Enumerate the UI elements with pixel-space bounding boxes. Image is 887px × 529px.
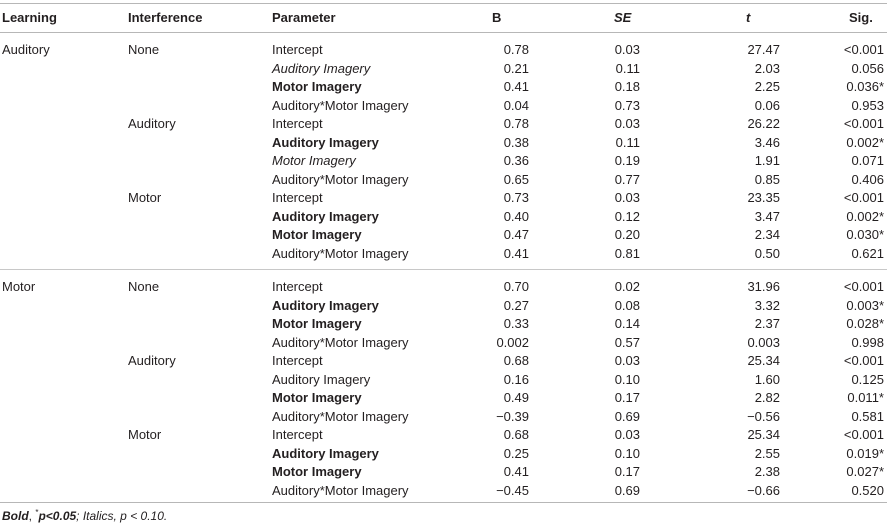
cell-b: 0.04 [503, 97, 529, 113]
cell-sig: 0.071 [851, 153, 884, 168]
cell-t: 27.47 [747, 42, 780, 57]
cell-sig: 0.953 [851, 97, 884, 113]
table-top-rule [0, 3, 887, 4]
header-se: SE [614, 10, 632, 25]
cell-t: 3.32 [754, 297, 780, 313]
cell-t: 23.35 [747, 190, 780, 205]
cell-sig: 0.028* [846, 316, 884, 331]
cell-t: 2.03 [754, 60, 780, 76]
cell-b: 0.68 [503, 353, 529, 368]
cell-se: 0.17 [614, 390, 640, 405]
cell-t: 2.37 [754, 316, 780, 331]
cell-sig: 0.003* [846, 297, 884, 313]
cell-b: 0.41 [503, 245, 529, 261]
cell-se: 0.03 [614, 42, 640, 57]
cell-t: 0.06 [754, 97, 780, 113]
cell-se: 0.18 [614, 79, 640, 94]
cell-parameter: Auditory*Motor Imagery [272, 334, 409, 350]
cell-parameter: Intercept [272, 42, 323, 57]
cell-parameter: Auditory*Motor Imagery [272, 97, 409, 113]
cell-parameter: Auditory*Motor Imagery [272, 482, 409, 498]
header-rule [0, 32, 887, 33]
cell-sig: 0.011* [847, 390, 884, 405]
cell-se: 0.03 [614, 427, 640, 442]
cell-b: 0.65 [503, 171, 529, 187]
cell-se: 0.20 [614, 227, 640, 242]
cell-t: 2.82 [754, 390, 780, 405]
table-footnote: Bold, *p<0.05; Italics, p < 0.10. [2, 508, 168, 523]
cell-interference: None [128, 42, 160, 57]
cell-t: 25.34 [747, 353, 780, 368]
cell-se: 0.17 [614, 464, 640, 479]
cell-interference: Auditory [128, 353, 176, 368]
cell-parameter: Motor Imagery [272, 79, 362, 94]
cell-b: 0.38 [503, 134, 529, 150]
cell-b: −0.45 [496, 482, 529, 498]
cell-b: 0.16 [503, 371, 529, 387]
cell-sig: <0.001 [843, 279, 884, 294]
cell-b: 0.73 [503, 190, 529, 205]
header-parameter: Parameter [272, 10, 336, 25]
header-interference: Interference [128, 10, 203, 25]
cell-se: 0.10 [614, 371, 640, 387]
cell-se: 0.03 [614, 353, 640, 368]
cell-sig: 0.621 [851, 245, 884, 261]
cell-t: 0.003 [747, 334, 780, 350]
cell-t: 2.34 [754, 227, 780, 242]
cell-sig: 0.019* [846, 445, 884, 461]
cell-parameter: Motor Imagery [272, 227, 362, 242]
cell-learning: Motor [2, 279, 36, 294]
cell-sig: 0.125 [851, 371, 884, 387]
cell-interference: None [128, 279, 160, 294]
cell-sig: 0.002* [846, 134, 884, 150]
cell-parameter: Intercept [272, 116, 323, 131]
cell-parameter: Intercept [272, 279, 323, 294]
cell-se: 0.11 [615, 134, 640, 150]
table-bottom-rule [0, 502, 887, 503]
footnote-bold-condition: p<0.05 [38, 509, 77, 523]
cell-se: 0.14 [614, 316, 640, 331]
cell-se: 0.81 [614, 245, 640, 261]
cell-se: 0.12 [614, 208, 640, 224]
cell-sig: 0.406 [851, 171, 884, 187]
cell-parameter: Auditory Imagery [272, 371, 371, 387]
cell-se: 0.69 [614, 408, 640, 424]
cell-t: 1.60 [754, 371, 780, 387]
cell-parameter: Auditory Imagery [272, 134, 379, 150]
cell-parameter: Auditory*Motor Imagery [272, 245, 409, 261]
cell-b: 0.49 [503, 390, 529, 405]
cell-t: 25.34 [747, 427, 780, 442]
cell-b: 0.33 [503, 316, 529, 331]
cell-se: 0.11 [615, 60, 640, 76]
cell-sig: 0.056 [851, 60, 884, 76]
cell-parameter: Auditory Imagery [272, 445, 379, 461]
cell-parameter: Auditory Imagery [272, 297, 379, 313]
footnote-asterisk: * [35, 508, 39, 517]
cell-se: 0.10 [614, 445, 640, 461]
header-learning: Learning [2, 10, 57, 25]
cell-se: 0.73 [614, 97, 640, 113]
cell-sig: <0.001 [843, 353, 884, 368]
cell-parameter: Motor Imagery [272, 153, 356, 168]
cell-parameter: Motor Imagery [272, 464, 362, 479]
cell-parameter: Auditory Imagery [272, 208, 379, 224]
cell-parameter: Auditory*Motor Imagery [272, 408, 409, 424]
cell-sig: <0.001 [843, 427, 884, 442]
cell-b: 0.78 [503, 116, 529, 131]
cell-se: 0.57 [614, 334, 640, 350]
cell-b: 0.40 [503, 208, 529, 224]
cell-interference: Auditory [128, 116, 176, 131]
cell-sig: 0.002* [846, 208, 884, 224]
cell-parameter: Motor Imagery [272, 390, 362, 405]
cell-t: −0.56 [747, 408, 780, 424]
header-sig: Sig. [849, 10, 873, 25]
cell-b: 0.78 [503, 42, 529, 57]
cell-t: 3.47 [754, 208, 780, 224]
cell-interference: Motor [128, 190, 162, 205]
cell-b: 0.21 [503, 60, 529, 76]
cell-t: 0.85 [754, 171, 780, 187]
cell-sig: 0.036* [846, 79, 884, 94]
cell-se: 0.69 [614, 482, 640, 498]
cell-t: 2.25 [754, 79, 780, 94]
cell-b: 0.27 [503, 297, 529, 313]
footnote-bold-word: Bold [2, 509, 29, 523]
cell-b: 0.47 [503, 227, 529, 242]
cell-b: 0.70 [503, 279, 529, 294]
cell-se: 0.19 [614, 153, 640, 168]
cell-b: −0.39 [496, 408, 529, 424]
cell-b: 0.25 [503, 445, 529, 461]
cell-parameter: Auditory*Motor Imagery [272, 171, 409, 187]
header-t: t [746, 10, 751, 25]
cell-learning: Auditory [2, 42, 50, 57]
cell-se: 0.02 [614, 279, 640, 294]
cell-t: 0.50 [754, 245, 780, 261]
cell-sig: 0.581 [851, 408, 884, 424]
cell-parameter: Motor Imagery [272, 316, 362, 331]
cell-t: 26.22 [747, 116, 780, 131]
cell-se: 0.08 [614, 297, 640, 313]
cell-se: 0.77 [614, 171, 640, 187]
cell-interference: Motor [128, 427, 162, 442]
cell-t: 2.38 [754, 464, 780, 479]
footnote-rest: ; Italics, p < 0.10. [76, 509, 168, 523]
cell-sig: <0.001 [843, 116, 884, 131]
cell-t: 3.46 [754, 134, 780, 150]
cell-t: 31.96 [747, 279, 780, 294]
cell-sig: 0.027* [846, 464, 884, 479]
cell-parameter: Intercept [272, 353, 323, 368]
cell-parameter: Auditory Imagery [272, 60, 371, 76]
cell-se: 0.03 [614, 116, 640, 131]
cell-b: 0.41 [503, 79, 529, 94]
cell-t: 2.55 [754, 445, 780, 461]
cell-b: 0.41 [503, 464, 529, 479]
cell-sig: 0.520 [851, 482, 884, 498]
cell-sig: <0.001 [843, 42, 884, 57]
group-divider-rule [0, 269, 887, 270]
cell-t: −0.66 [747, 482, 780, 498]
cell-b: 0.68 [503, 427, 529, 442]
cell-b: 0.36 [503, 153, 529, 168]
header-b: B [492, 10, 502, 25]
cell-se: 0.03 [614, 190, 640, 205]
cell-sig: <0.001 [843, 190, 884, 205]
cell-b: 0.002 [496, 334, 529, 350]
cell-sig: 0.030* [846, 227, 884, 242]
cell-t: 1.91 [754, 153, 780, 168]
cell-parameter: Intercept [272, 190, 323, 205]
cell-sig: 0.998 [851, 334, 884, 350]
cell-parameter: Intercept [272, 427, 323, 442]
